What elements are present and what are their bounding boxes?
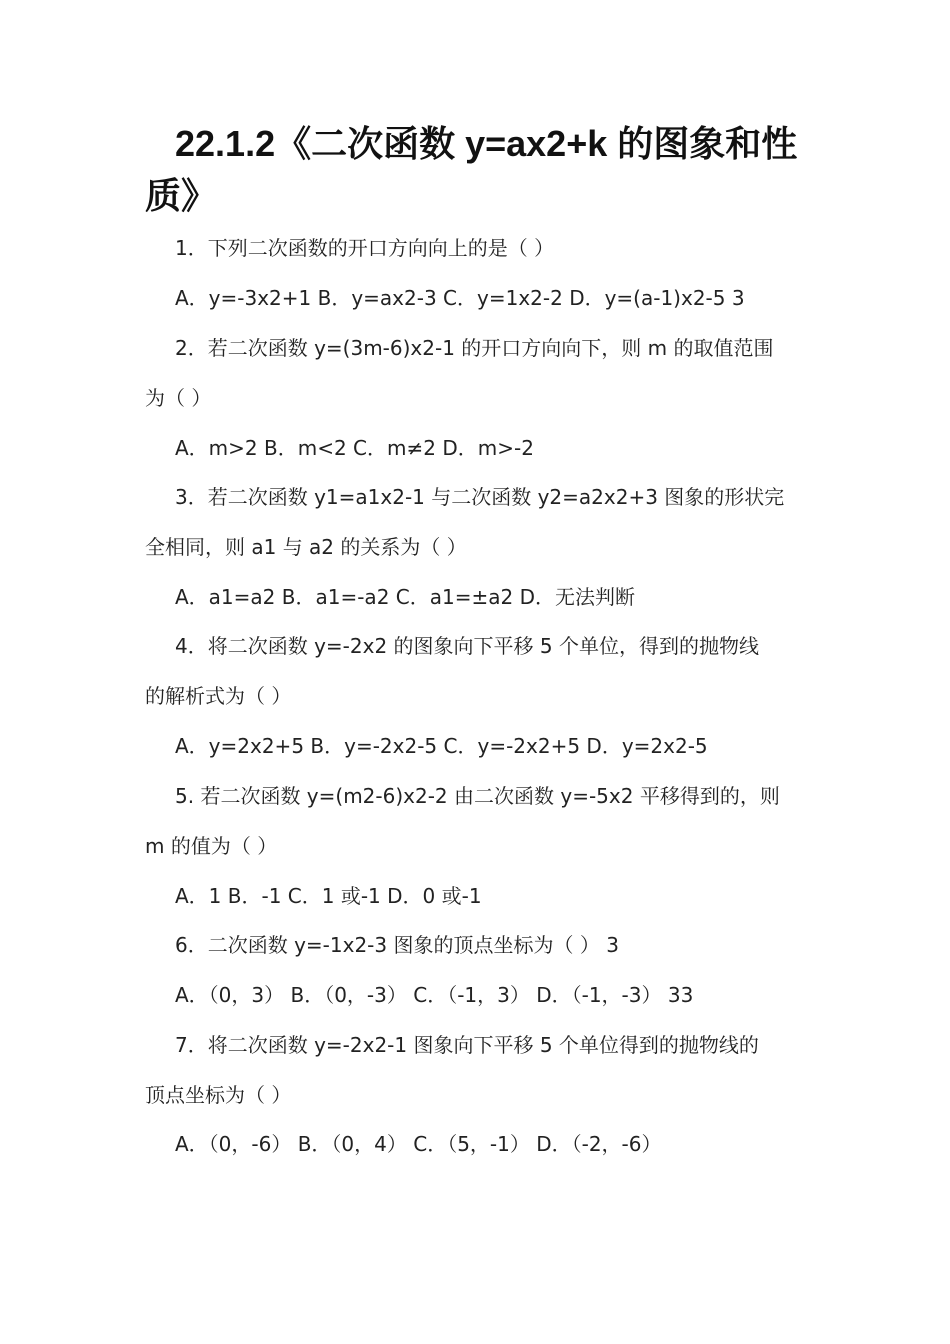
question-5: 5. 若二次函数 y=(m2-6)x2-2 由二次函数 y=-5x2 平移得到的，则 [175,784,780,808]
question-6: 6．二次函数 y=-1x2-3 图象的顶点坐标为（ ） 3 [175,933,619,957]
question-2: 2．若二次函数 y=(3m-6)x2-1 的开口方向向下，则 m 的取值范围 [175,336,774,360]
question-7-options: A．（0，-6） B．（0，4） C．（5，-1） D．（-2，-6） [175,1132,662,1156]
question-5-options: A．1 B．-1 C．1 或-1 D．0 或-1 [175,884,482,908]
question-4-options: A．y=2x2+5 B．y=-2x2-5 C．y=-2x2+5 D．y=2x2-5 [175,734,708,758]
question-7-continued: 顶点坐标为（ ） [145,1083,292,1107]
question-1-options: A．y=-3x2+1 B．y=ax2-3 C．y=1x2-2 D．y=(a-1)x2-5 3 [175,286,745,310]
question-4: 4．将二次函数 y=-2x2 的图象向下平移 5 个单位，得到的抛物线 [175,634,759,658]
question-2-options: A．m>2 B．m<2 C．m≠2 D．m>-2 [175,436,534,460]
question-3-options: A．a1=a2 B．a1=-a2 C．a1=±a2 D．无法判断 [175,585,635,609]
question-4-continued: 的解析式为（ ） [145,684,292,708]
question-3-continued: 全相同，则 a1 与 a2 的关系为（ ） [145,535,467,559]
question-5-continued: m 的值为（ ） [145,834,278,858]
question-7: 7．将二次函数 y=-2x2-1 图象向下平移 5 个单位得到的抛物线的 [175,1033,759,1057]
question-3: 3．若二次函数 y1=a1x2-1 与二次函数 y2=a2x2+3 图象的形状完 [175,485,785,509]
question-1: 1．下列二次函数的开口方向向上的是（ ） [175,236,555,260]
question-6-options: A．（0，3） B．（0，-3） C．（-1，3） D．（-1，-3） 33 [175,983,694,1007]
question-2-continued: 为（ ） [145,386,212,410]
document-title: 22.1.2《二次函数 y=ax2+k 的图象和性质》 [145,123,798,216]
